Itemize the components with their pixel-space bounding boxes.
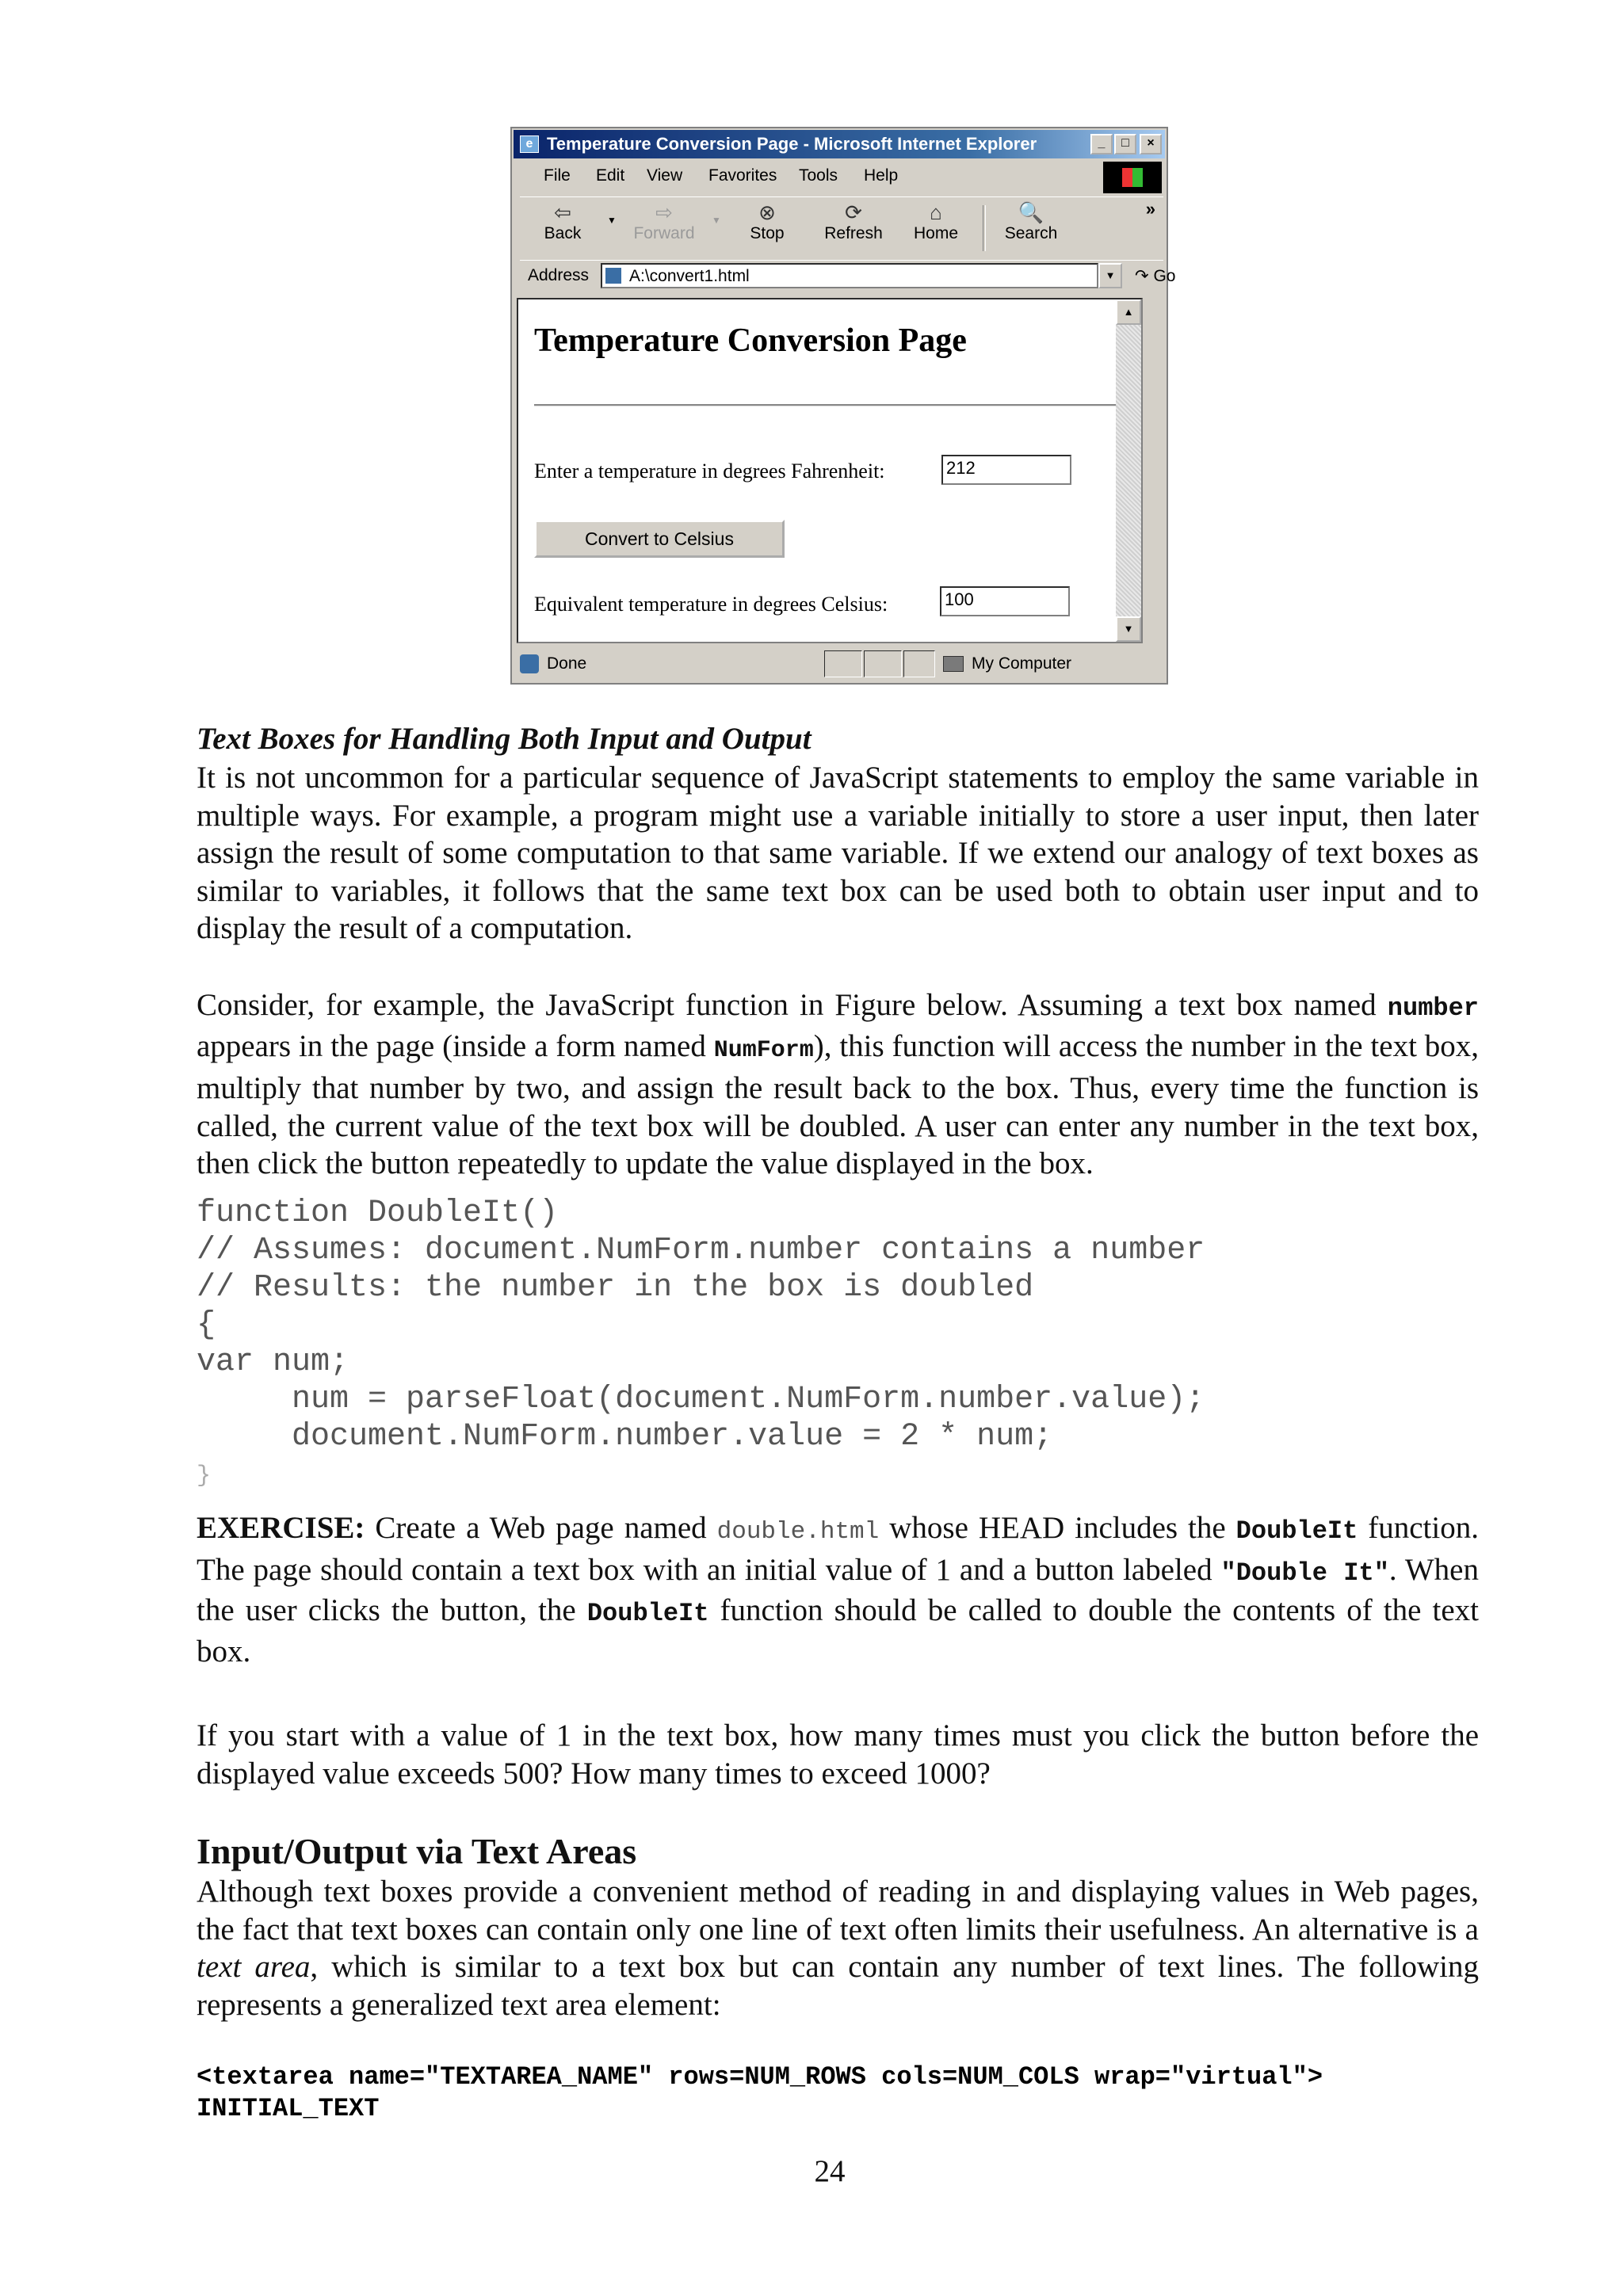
status-zone: My Computer — [972, 654, 1072, 673]
menu-file[interactable]: File — [544, 166, 571, 185]
status-pane — [903, 650, 935, 677]
code-block — [197, 2061, 1323, 2125]
fahrenheit-label: Enter a temperature in degrees Fahrenheit: — [534, 460, 885, 482]
browser-screenshot — [510, 127, 1176, 685]
code-line: // Assumes: document.NumForm.number contains a number — [197, 1233, 1205, 1268]
refresh-icon: ⟳ — [845, 200, 862, 224]
text-run: Although text boxes provide a convenient method of reading in and displaying values in Web pages, the fact that text boxes can contain only one line of text often limits their usefulness. An alternative is a — [197, 1875, 1479, 1947]
page-divider — [534, 404, 1122, 406]
text-run: whose HEAD includes the — [879, 1511, 1236, 1545]
back-arrow-icon: ⇦ — [554, 200, 571, 224]
stop-label: Stop — [750, 224, 785, 242]
menu-tools[interactable]: Tools — [799, 166, 838, 185]
code-line: // Results: the number in the box is doubled — [197, 1270, 1034, 1306]
address-bar — [520, 260, 1176, 291]
go-button[interactable] — [1135, 266, 1175, 286]
code-line: num = parseFloat(document.NumForm.number.value); — [197, 1382, 1205, 1417]
paragraph — [197, 986, 1479, 1183]
browser-title: Temperature Conversion Page - Microsoft Internet Explorer — [547, 134, 1037, 154]
ie-logo-icon: e — [520, 135, 539, 153]
text-run: Create a Web page named — [365, 1511, 717, 1545]
inline-code: NumForm — [713, 1036, 814, 1064]
forward-dropdown-icon[interactable]: ▼ — [712, 215, 721, 226]
text-run: . When the user clicks the button, the — [197, 1552, 1479, 1627]
back-dropdown-icon[interactable]: ▼ — [607, 215, 617, 226]
status-bar — [515, 648, 1163, 680]
code-line: { — [197, 1307, 216, 1343]
code-line: function DoubleIt() — [197, 1196, 559, 1231]
go-label: Go — [1153, 267, 1176, 285]
search-label: Search — [1004, 224, 1058, 242]
search-icon: 🔍 — [1018, 200, 1044, 224]
home-icon: ⌂ — [930, 200, 942, 224]
menu-help[interactable]: Help — [864, 166, 899, 185]
address-dropdown-icon[interactable]: ▼ — [1098, 263, 1122, 288]
paragraph: If you start with a value of 1 in the text box, how many times must you click the button before the displayed value exceeds 500? How many times to exceed 1000? — [197, 1718, 1479, 1791]
page-heading: Temperature Conversion Page — [534, 322, 967, 359]
text-run: function should be called to double the contents of the text box. — [197, 1593, 1479, 1669]
scroll-down-icon[interactable]: ▼ — [1116, 616, 1141, 642]
vertical-scrollbar[interactable] — [1116, 299, 1141, 642]
exercise-label: EXERCISE: — [197, 1511, 365, 1545]
status-page-icon — [520, 654, 539, 673]
convert-to-celsius-button[interactable]: Convert to Celsius — [534, 520, 785, 558]
close-icon[interactable]: × — [1140, 134, 1162, 154]
maximize-icon[interactable]: □ — [1114, 134, 1136, 154]
fahrenheit-input[interactable]: 212 — [941, 455, 1071, 485]
back-button[interactable] — [540, 200, 585, 243]
status-pane — [864, 650, 902, 677]
inline-code: DoubleIt — [586, 1599, 709, 1628]
text-run: ), this function will access the number in the text box, multiply that number by two, and assign the result back to the box. Thus, every time the function is called, the current value of the text box will be doubled. A user can enter any number in the text box, then click the button repeatedly to update the value displayed in the box. — [197, 1028, 1480, 1180]
address-input[interactable] — [601, 263, 1098, 288]
forward-label: Forward — [633, 224, 695, 242]
forward-button[interactable] — [624, 200, 704, 243]
address-value: A:\convert1.html — [629, 267, 750, 285]
code-line: INITIAL_TEXT — [197, 2094, 380, 2123]
text-run: , which is similar to a text box but can contain any number of text lines. The following represents a generalized text area element: — [197, 1950, 1479, 2022]
code-line: document.NumForm.number.value = 2 * num; — [197, 1419, 1053, 1455]
text-run: function. The page should contain a text box with an initial value of 1 and a button labeled — [197, 1511, 1479, 1587]
code-block — [197, 1195, 1205, 1495]
computer-icon — [943, 656, 964, 672]
menu-bar — [520, 162, 1103, 190]
section-title: Text Boxes for Handling Both Input and Output — [197, 722, 812, 756]
emphasis: text area — [197, 1950, 311, 1984]
page-number: 24 — [814, 2154, 846, 2188]
browser-title-bar — [514, 130, 1165, 158]
status-pane — [824, 650, 862, 677]
search-button[interactable] — [995, 200, 1067, 243]
windows-logo-icon — [1103, 162, 1162, 193]
minimize-icon[interactable]: _ — [1090, 134, 1113, 154]
home-button[interactable] — [908, 200, 964, 243]
inline-code: DoubleIt — [1235, 1516, 1358, 1546]
toolbar-separator — [983, 205, 986, 251]
paragraph: It is not uncommon for a particular sequence of JavaScript statements to employ the same variable in multiple ways. For example, a program might use a variable initially to store a user input, then later assign the result of some computation to that same variable. If we extend our analogy of text boxes as similar to variables, it follows that the same text box can be used both to obtain user input and to display the result of a computation. — [197, 761, 1479, 945]
back-label: Back — [544, 224, 582, 242]
home-label: Home — [913, 224, 959, 242]
celsius-label: Equivalent temperature in degrees Celsius: — [534, 593, 888, 616]
inline-code: number — [1387, 994, 1479, 1023]
scroll-up-icon[interactable]: ▲ — [1116, 299, 1141, 325]
stop-icon: ⊗ — [758, 200, 776, 224]
exercise-paragraph — [197, 1509, 1479, 1670]
toolbar-more-icon[interactable]: » — [1145, 199, 1155, 219]
page-icon — [605, 268, 621, 284]
forward-arrow-icon: ⇨ — [655, 200, 673, 224]
refresh-button[interactable] — [818, 200, 889, 243]
inline-code: double.html — [716, 1518, 880, 1546]
text-run: appears in the page (inside a form named — [197, 1028, 714, 1063]
toolbar — [520, 196, 1163, 259]
section-title: Input/Output via Text Areas — [197, 1831, 637, 1871]
address-label: Address — [528, 266, 590, 284]
refresh-label: Refresh — [824, 224, 883, 242]
browser-content — [517, 298, 1143, 643]
code-line: <textarea name="TEXTAREA_NAME" rows=NUM_ROWS cols=NUM_COLS wrap="virtual"> — [197, 2062, 1323, 2092]
inline-code: "Double It" — [1220, 1558, 1389, 1588]
go-arrow-icon: ↷ — [1135, 267, 1149, 285]
paragraph — [197, 1873, 1479, 2023]
status-text: Done — [547, 654, 587, 673]
code-line: } — [197, 1463, 212, 1489]
menu-favorites[interactable]: Favorites — [708, 166, 777, 185]
stop-button[interactable] — [743, 200, 791, 243]
menu-edit[interactable]: Edit — [596, 166, 625, 185]
code-line: var num; — [197, 1344, 349, 1380]
celsius-input[interactable]: 100 — [940, 586, 1070, 616]
menu-view[interactable]: View — [647, 166, 683, 185]
text-run: Consider, for example, the JavaScript function in Figure below. Assuming a text box named — [197, 988, 1388, 1022]
